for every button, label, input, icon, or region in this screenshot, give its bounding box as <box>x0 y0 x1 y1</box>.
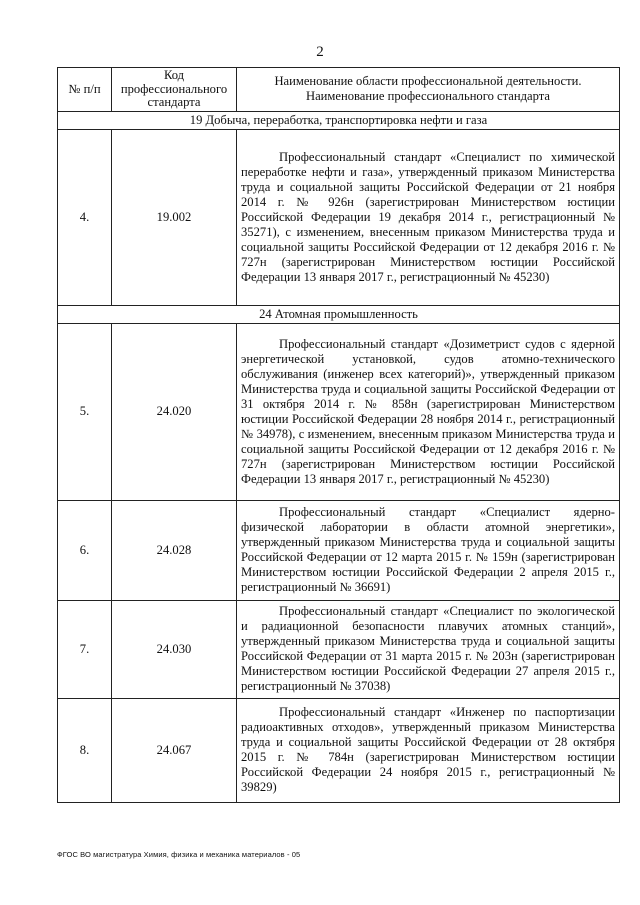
table-row <box>58 698 620 802</box>
row-code: 24.030 <box>112 600 237 698</box>
row-description <box>237 323 620 500</box>
page-number: 2 <box>316 44 324 60</box>
section-title: 24 Атомная промышленность <box>58 305 620 323</box>
table-row <box>58 323 620 500</box>
row-code: 24.067 <box>112 698 237 802</box>
row-code: 24.020 <box>112 323 237 500</box>
row-code: 24.028 <box>112 500 237 600</box>
header-code: Код профессионального стандарта <box>112 68 237 112</box>
table-header-row <box>58 68 620 112</box>
section-row <box>58 111 620 129</box>
row-description <box>237 129 620 305</box>
row-num: 5. <box>58 323 112 500</box>
table-row <box>58 600 620 698</box>
row-num: 4. <box>58 129 112 305</box>
table-row <box>58 129 620 305</box>
row-code: 19.002 <box>112 129 237 305</box>
row-description-text: Профессиональный стандарт «Специалист по химической переработке нефти и газа», утвержденный приказом Министерства труда и социальной защиты Российской Федерации от 21 ноября 2014 г. № 926н (зарегистрирован Министерством юстиции Российской Федерации 19 декабря 2014 г., регистрационный № 35271), с изменением, внесенным приказом Министерства труда и социальной защиты Российской Федерации от 12 декабря 2016 г. № 727н (зарегистрирован Министерством юстиции Российской Федерации 13 января 2017 г., регистрационный № 45230) <box>241 149 615 284</box>
row-num: 8. <box>58 698 112 802</box>
section-row <box>58 305 620 323</box>
row-description <box>237 600 620 698</box>
table-row <box>58 500 620 600</box>
professional-standards-table <box>57 67 620 803</box>
row-description-text: Профессиональный стандарт «Специалист ядерно-физической лаборатории в области атомной энергетики», утвержденный приказом Министерства труда и социальной защиты Российской Федерации от 12 марта 2015 г. № 159н (зарегистрирован Министерством юстиции Российской Федерации 2 апреля 2015 г., регистрационный № 36691) <box>241 505 615 594</box>
row-num: 6. <box>58 500 112 600</box>
document-footer: ФГОС ВО магистратура Химия, физика и механика материалов - 05 <box>57 850 301 859</box>
header-name: Наименование области профессиональной деятельности. Наименование профессионального стандарта <box>237 68 620 112</box>
row-description <box>237 698 620 802</box>
section-title: 19 Добыча, переработка, транспортировка нефти и газа <box>58 111 620 129</box>
row-description <box>237 500 620 600</box>
row-num: 7. <box>58 600 112 698</box>
row-description-text: Профессиональный стандарт «Дозиметрист судов с ядерной энергетической установкой, судов атомно-технического обслуживания (инженер всех категорий)», утвержденный приказом Министерства труда и социальной защиты Российской Федерации от 31 октября 2014 г. № 858н (зарегистрирован Министерством юстиции Российской Федерации 28 ноября 2014 г., регистрационный № 34978), с изменением, внесенным приказом Министерства труда и социальной защиты Российской Федерации от 12 декабря 2016 г. № 727н (зарегистрирован Министерством юстиции Российской Федерации 13 января 2017 г., регистрационный № 45230) <box>241 336 615 486</box>
header-num: № п/п <box>58 68 112 112</box>
row-description-text: Профессиональный стандарт «Специалист по экологической и радиационной безопасности плавучих атомных станций», утвержденный приказом Министерства труда и социальной защиты Российской Федерации от 31 марта 2015 г. № 203н (зарегистрирован Министерством юстиции Российской Федерации 27 апреля 2015 г., регистрационный № 37038) <box>241 604 615 693</box>
row-description-text: Профессиональный стандарт «Инженер по паспортизации радиоактивных отходов», утвержденный приказом Министерства труда и социальной защиты Российской Федерации от 28 октября 2015 г. № 784н (зарегистрирован Министерством юстиции Российской Федерации 24 ноября 2015 г., регистрационный № 39829) <box>241 705 615 794</box>
